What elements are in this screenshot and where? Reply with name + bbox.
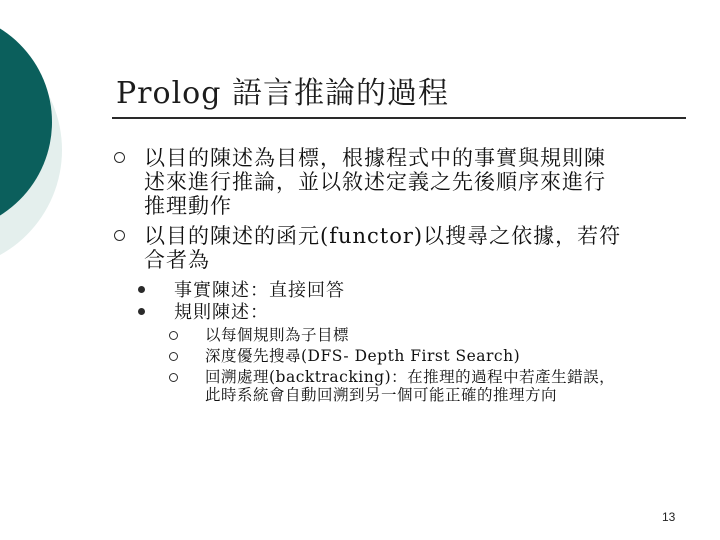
slide-title: Prolog 語言推論的過程 xyxy=(116,76,449,111)
sub-bullet-text: 規則陳述： xyxy=(174,302,269,323)
bullet-text xyxy=(144,146,686,218)
bullet-line: 以目的陳述為目標，根據程式中的事實與規則陳 xyxy=(144,146,606,170)
title-divider xyxy=(112,117,686,119)
sub-sub-bullet-item xyxy=(112,326,686,347)
sub-sub-bullet-text xyxy=(205,326,686,344)
sub-bullet-text: 事實陳述：直接回答 xyxy=(174,280,345,301)
bullet-list xyxy=(112,146,686,408)
sub-sub-bullet-item xyxy=(112,368,686,408)
sub-sub-bullet-item xyxy=(112,347,686,368)
decorative-teal-circle xyxy=(0,0,90,360)
hollow-circle-bullet-icon xyxy=(169,352,178,361)
sub-sub-bullet-text xyxy=(205,368,686,404)
hollow-circle-bullet-icon xyxy=(114,230,125,241)
filled-circle-bullet-icon xyxy=(138,308,145,315)
hollow-circle-bullet-icon xyxy=(169,373,178,382)
bullet-line: 回溯處理(backtracking)：在推理的過程中若產生錯誤， xyxy=(205,368,616,386)
sub-sub-bullet-text xyxy=(205,347,686,365)
hollow-circle-bullet-icon xyxy=(114,152,125,163)
bullet-text xyxy=(144,224,686,272)
bullet-line: 以每個規則為子目標 xyxy=(205,326,350,344)
bullet-line: 以目的陳述的函元(functor)以搜尋之依據，若符 xyxy=(144,224,622,248)
hollow-circle-bullet-icon xyxy=(169,331,178,340)
bullet-line: 合者為 xyxy=(144,248,210,272)
bullet-line: 此時系統會自動回溯到另一個可能正確的推理方向 xyxy=(205,386,558,404)
sub-bullet-item xyxy=(112,280,686,302)
bullet-line: 深度優先搜尋(DFS- Depth First Search) xyxy=(205,347,521,365)
bullet-item xyxy=(112,146,686,218)
page-number: 13 xyxy=(662,510,676,524)
sub-bullet-item xyxy=(112,302,686,324)
bullet-item xyxy=(112,224,686,276)
bullet-line: 推理動作 xyxy=(144,194,232,218)
bullet-line: 述來進行推論，並以敘述定義之先後順序來進行 xyxy=(144,170,606,194)
filled-circle-bullet-icon xyxy=(138,286,145,293)
